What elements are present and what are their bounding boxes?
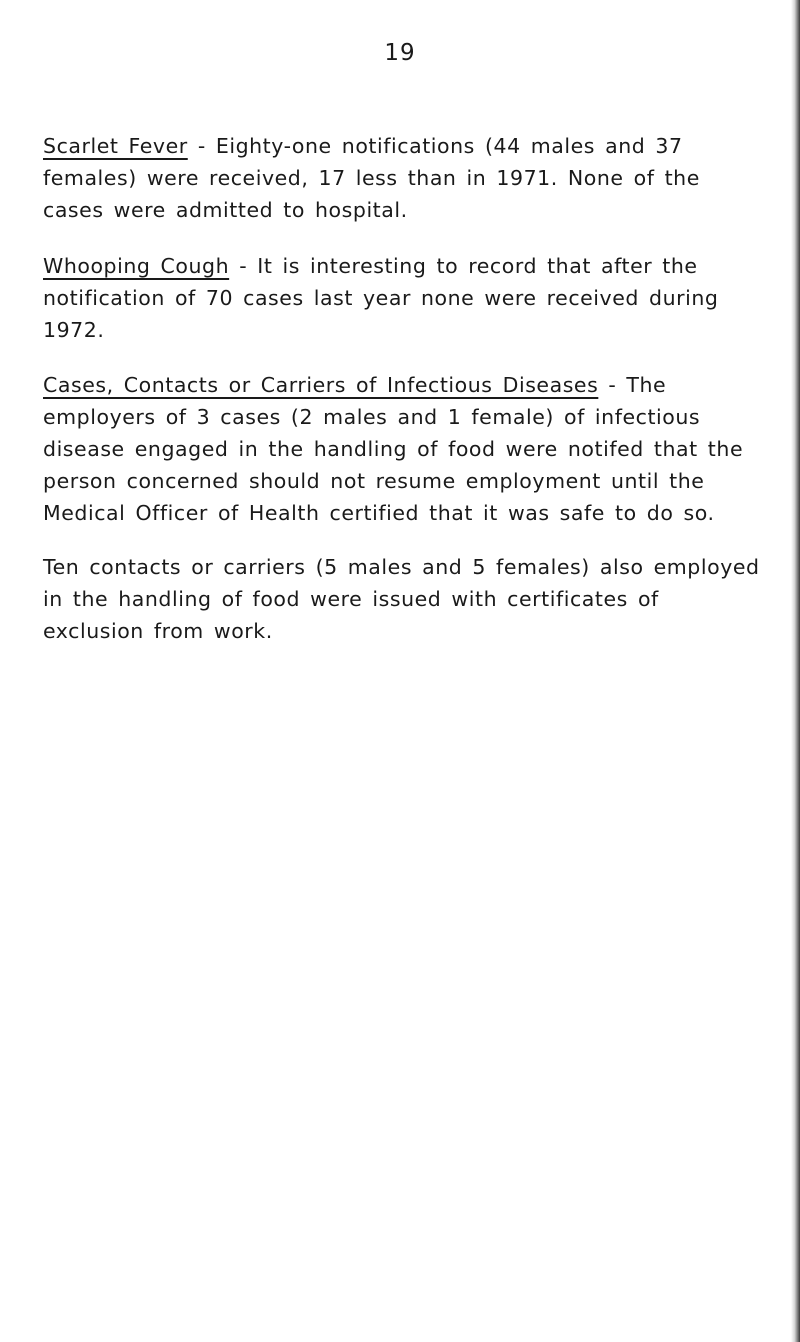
paragraph-infectious-diseases [43, 369, 763, 529]
body-infectious-diseases: - The employers of 3 cases (2 males and 1 female) of infectious disease engaged in the handling of food were notifed that the person concerned should not resume employment until the Medical Officer of Health certified that it was safe to do so. [43, 373, 744, 525]
page-edge-shadow [791, 0, 800, 1342]
paragraph-scarlet-fever [43, 130, 763, 226]
body-whooping-cough: - It is interesting to record that after the notification of 70 cases last year none were received during 1972. [43, 254, 719, 342]
heading-infectious-diseases: Cases, Contacts or Carriers of Infectious Diseases [43, 373, 599, 397]
heading-whooping-cough: Whooping Cough [43, 254, 230, 278]
paragraph-whooping-cough [43, 250, 763, 346]
body-contacts-carriers: Ten contacts or carriers (5 males and 5 females) also employed in the handling of food were issued with certificates of exclusion from work. [43, 555, 760, 643]
heading-scarlet-fever: Scarlet Fever [43, 134, 188, 158]
paragraph-contacts-carriers [43, 551, 763, 647]
page-number: 19 [384, 40, 416, 66]
body-scarlet-fever: - Eighty-one notifications (44 males and 37 females) were received, 17 less than in 1971. None of the cases were admitted to hospital. [43, 134, 700, 222]
